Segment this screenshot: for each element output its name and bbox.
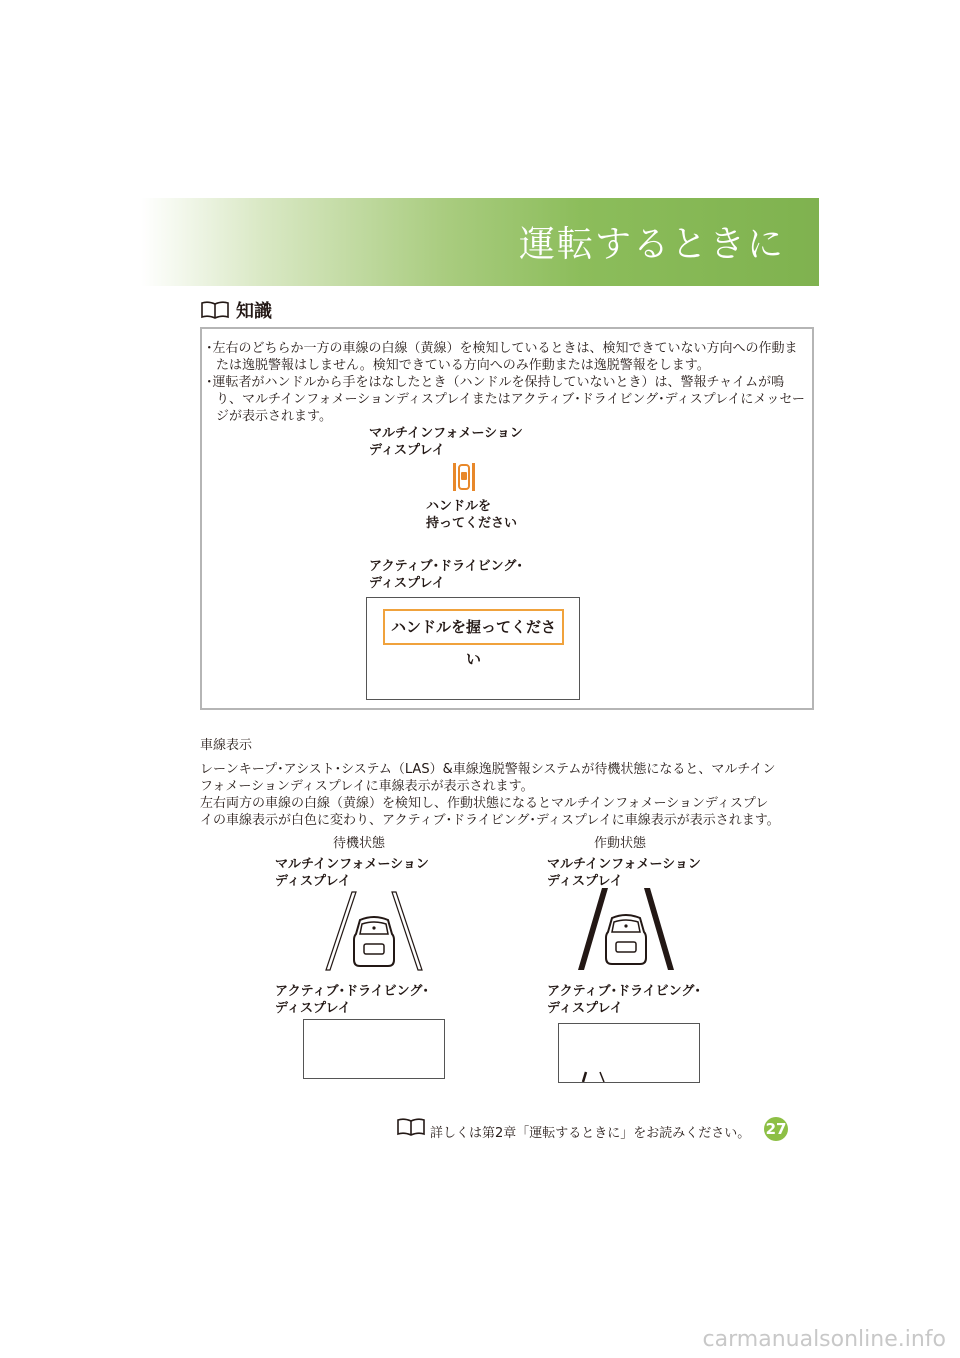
knowledge-bullet-1: ･左右のどちらか一方の車線の白線（黄線）を検知しているときは、検知できていない方向への作動または逸脱警報はしません。検知できている方向へのみ作動または逸脱警報をします。 <box>206 341 798 373</box>
active-adp-line1: アクティブ･ドライビング･ <box>547 984 701 999</box>
mid-message-line2: 持ってください <box>426 516 518 531</box>
active-caption: 作動状態 <box>594 836 647 851</box>
mid-label-line2: ディスプレイ <box>369 443 445 458</box>
active-mid-line1: マルチインフォメーション <box>547 857 701 872</box>
active-adp-line2: ディスプレイ <box>547 1001 623 1016</box>
adp-warning-message: ハンドルを握ってください <box>383 609 564 645</box>
active-lane-graphic <box>574 886 678 972</box>
standby-adp-label <box>275 983 429 1017</box>
footer-reference: 詳しくは第2章「運転するときに」をお読みください。 <box>430 1126 751 1141</box>
hands-off-warning-icon <box>452 462 476 492</box>
chapter-banner <box>141 198 819 286</box>
knowledge-bullet-2: ･運転者がハンドルから手をはなしたとき（ハンドルを保持していないとき）は、警報チャイムが鳴り、マルチインフォメーションディスプレイまたはアクティブ･ドライビング･ディスプレイにメッセージが表示されます。 <box>206 375 805 424</box>
standby-mid-line1: マルチインフォメーション <box>275 857 429 872</box>
standby-adp-line1: アクティブ･ドライビング･ <box>275 984 429 999</box>
standby-adp-screen <box>303 1019 445 1079</box>
page-number-badge: 27 <box>764 1117 788 1141</box>
active-mid-line2: ディスプレイ <box>547 874 623 889</box>
standby-lane-graphic <box>322 890 426 972</box>
mid-warning-message <box>426 498 517 532</box>
active-mid-label <box>547 856 701 890</box>
mid-label <box>369 425 523 459</box>
mid-label-line1: マルチインフォメーション <box>369 426 523 441</box>
watermark: carmanualsonline.info <box>702 1327 946 1352</box>
vehicle-rear-icon <box>354 917 394 966</box>
standby-adp-line2: ディスプレイ <box>275 1001 351 1016</box>
open-book-icon <box>396 1117 426 1137</box>
lane-heading: 車線表示 <box>200 738 253 753</box>
active-adp-label <box>547 983 701 1017</box>
standby-mid-label <box>275 856 429 890</box>
adp-label <box>369 558 523 592</box>
lane-paragraph-2: 左右両方の車線の白線（黄線）を検知し、作動状態になるとマルチインフォメーションディスプレイの車線表示が白色に変わり、アクティブ･ドライビング･ディスプレイに車線表示が表示されます。 <box>200 796 780 828</box>
adp-label-line2: ディスプレイ <box>369 576 445 591</box>
knowledge-heading-label: 知識 <box>236 301 272 322</box>
knowledge-heading <box>200 298 272 322</box>
open-book-icon <box>200 300 230 320</box>
adp-label-line1: アクティブ･ドライビング･ <box>369 559 523 574</box>
lane-paragraph-1: レーンキープ･アシスト･システム（LAS）&車線逸脱警報システムが待機状態になると、マルチインフォメーションディスプレイに車線表示が表示されます。 <box>200 762 776 794</box>
standby-caption: 待機状態 <box>333 836 386 851</box>
standby-mid-line2: ディスプレイ <box>275 874 351 889</box>
chapter-title: 運転するときに <box>518 224 785 265</box>
active-adp-screen <box>558 1023 700 1083</box>
adp-lane-lines <box>559 1024 699 1082</box>
knowledge-bullets <box>206 340 806 425</box>
vehicle-rear-icon <box>606 915 646 964</box>
mid-message-line1: ハンドルを <box>426 499 492 514</box>
